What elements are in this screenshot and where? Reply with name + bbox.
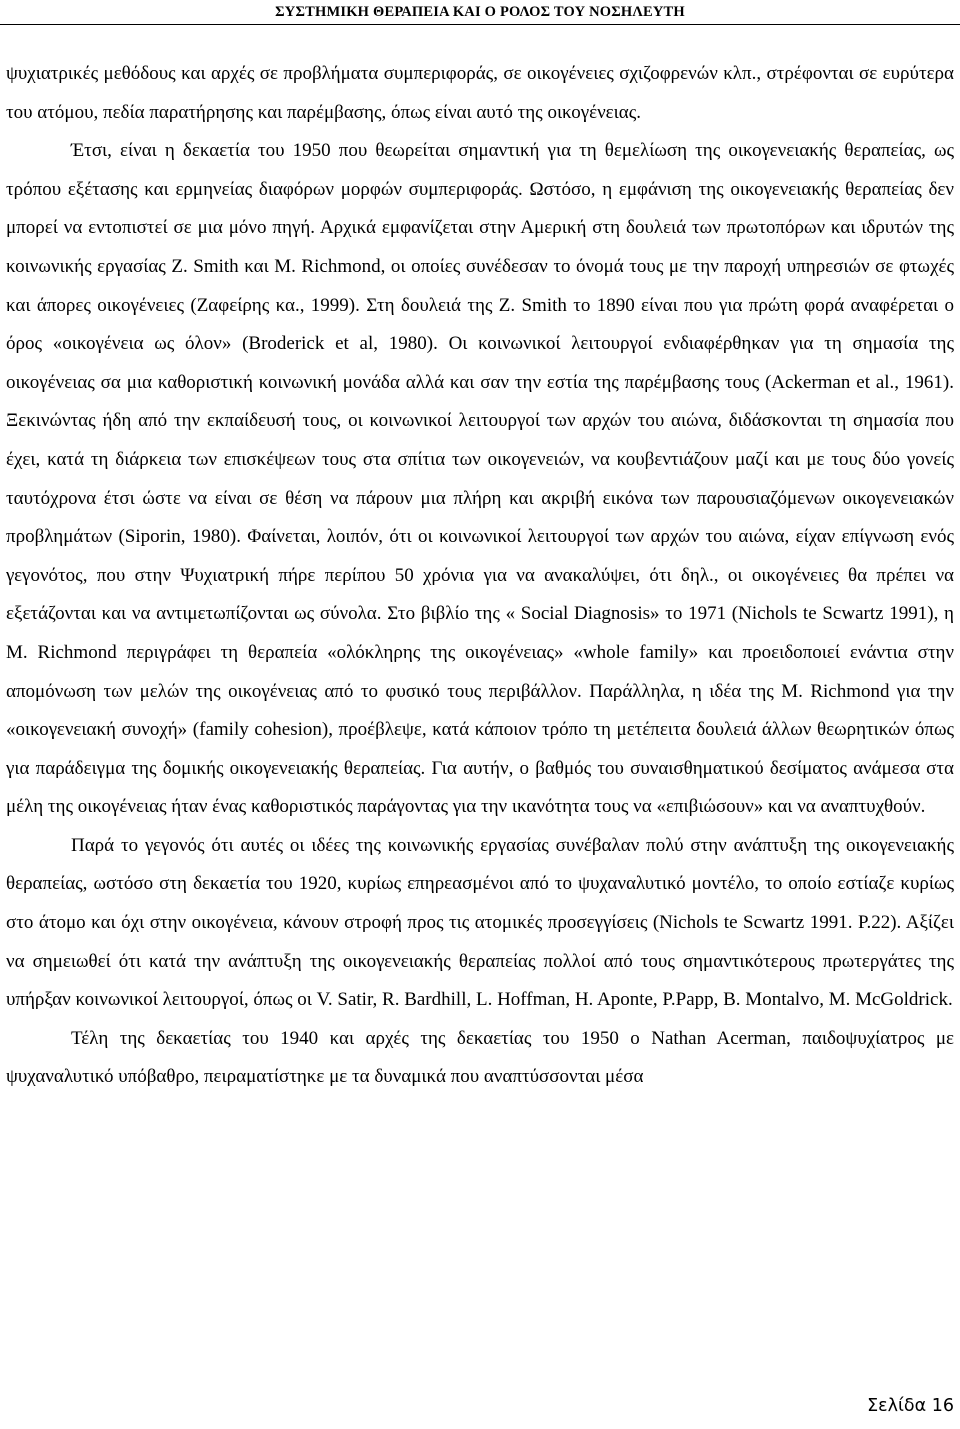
header-rule bbox=[0, 24, 960, 25]
running-header: ΣΥΣΤΗΜΙΚΗ ΘΕΡΑΠΕΙΑ ΚΑΙ Ο ΡΟΛΟΣ ΤΟΥ ΝΟΣΗΛΕΥΤΗ bbox=[275, 4, 685, 20]
paragraph-2: Έτσι, είναι η δεκαετία του 1950 που θεωρείται σημαντική για τη θεμελίωση της οικογενειακής θεραπείας, ως τρόπου εξέτασης και ερμηνείας διαφόρων μορφών συμπεριφοράς. Ωστόσο, η εμφάνιση της οικογενειακής θεραπείας δεν μπορεί να εντοπιστεί σε μια μόνο πηγή. Αρχικά εμφανίζεται στην Αμερική στη δουλειά των πρωτοπόρων και ιδρυτών της κοινωνικής εργασίας Z. Smith και M. Richmond, οι οποίες συνέδεσαν το όνομά τους με την παροχή υπηρεσιών σε φτωχές και άπορες οικογένειες (Ζαφείρης κα., 1999). Στη δουλειά της Z. Smith το 1890 είναι που για πρώτη φορά αναφέρεται ο όρος «οικογένεια ως όλον» (Broderick et al, 1980). Οι κοινωνικοί λειτουργοί ενδιαφέρθηκαν για τη σημασία της οικογένειας σα μια καθοριστική κοινωνική μονάδα αλλά και σαν την εστία της παρέμβασης τους (Ackerman et al., 1961). Ξεκινώντας ήδη από την εκπαίδευσή τους, οι κοινωνικοί λειτουργοί των αρχών του αιώνα, διδάσκονται τη σημασία που έχει, κατά τη διάρκεια των επισκέψεων τους στα σπίτια των οικογενειών, να κουβεντιάζουν μαζί και με τους δύο γονείς ταυτόχρονα έτσι ώστε να είναι σε θέση να πάρουν μια πλήρη και ακριβή εικόνα των παρουσιαζόμενων οικογενειακών προβλημάτων (Siporin, 1980). Φαίνεται, λοιπόν, ότι οι κοινωνικοί λειτουργοί των αρχών του αιώνα, είχαν επίγνωση ενός γεγονότος, που στην Ψυχιατρική πήρε περίπου 50 χρόνια για να ανακαλύψει, ότι δηλ., οι οικογένειες θα πρέπει να εξετάζονται και να αντιμετωπίζονται ως σύνολα. Στο βιβλίο της « Social Diagnosis» το 1971 (Nichols te Scwartz 1991), η M. Richmond περιγράφει τη θεραπεία «ολόκληρης της οικογένειας» «whole family» και προειδοποιεί ενάντια στην απομόνωση των μελών της οικογένειας από το φυσικό τους περιβάλλον. Παράλληλα, η ιδέα της M. Richmond για την «οικογενειακή συνοχή» (family cohesion), προέβλεψε, κατά κάποιον τρόπο τη μετέπειτα δουλειά άλλων θεωρητικών όπως για παράδειγμα της δομικής οικογενειακής θεραπείας. Για αυτήν, ο βαθμός του συναισθηματικού δεσίματος ανάμεσα στα μέλη της οικογένειας ήταν ένας καθοριστικός παράγοντας για την ικανότητα τους να «επιβιώσουν» και να αναπτυχθούν. bbox=[6, 140, 954, 818]
paragraph-1: ψυχιατρικές μεθόδους και αρχές σε προβλήματα συμπεριφοράς, σε οικογένειες σχιζοφρενών κλπ., στρέφονται σε ευρύτερα του ατόμου, πεδία παρατήρησης και παρέμβασης, όπως είναι αυτό της οικογένειας. bbox=[6, 63, 954, 123]
paragraph-3: Παρά το γεγονός ότι αυτές οι ιδέες της κοινωνικής εργασίας συνέβαλαν πολύ στην ανάπτυξη της οικογενειακής θεραπείας, ωστόσο στη δεκαετία του 1920, κυρίως επηρεασμένοι από το ψυχαναλυτικό μοντέλο, το οποίο εστίαζε κυρίως στο άτομο και όχι στην οικογένεια, κάνουν στροφή προς τις ατομικές προσεγγίσεις (Nichols te Scwartz 1991. P.22). Αξίζει να σημειωθεί ότι κατά την ανάπτυξη της οικογενειακής θεραπείας πολλοί από τους σημαντικότερους πρωτεργάτες της υπήρξαν κοινωνικοί λειτουργοί, όπως οι V. Satir, R. Bardhill, L. Hoffman, H. Aponte, P.Papp, B. Montalvo, M. McGoldrick. bbox=[6, 834, 954, 1011]
body-text bbox=[6, 55, 954, 1097]
paragraph-4: Τέλη της δεκαετίας του 1940 και αρχές της δεκαετίας του 1950 ο Nathan Acerman, παιδοψυχίατρος με ψυχαναλυτικό υπόβαθρο, πειραματίστηκε με τα δυναμικά που αναπτύσσονται μέσα bbox=[6, 1027, 954, 1088]
page-number: Σελίδα 16 bbox=[867, 1396, 954, 1416]
